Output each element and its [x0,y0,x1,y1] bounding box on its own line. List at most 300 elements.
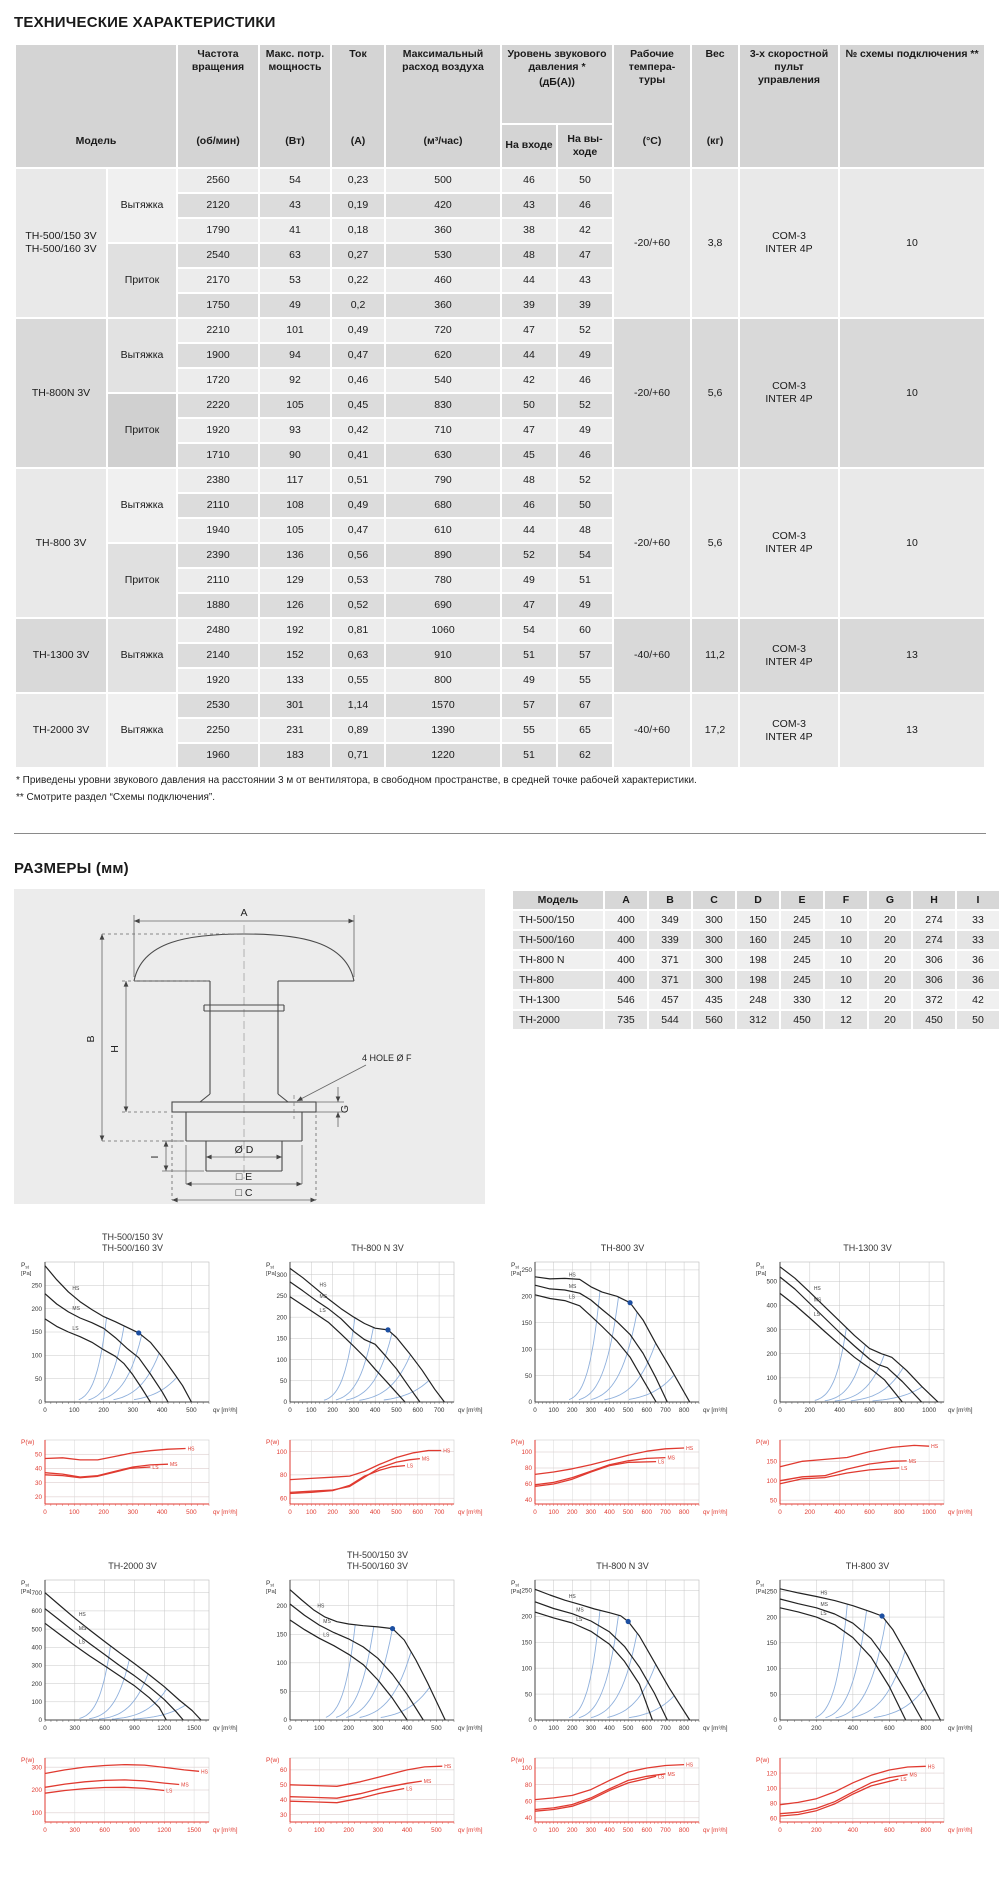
dim-cell: 330 [781,991,823,1009]
svg-text:400: 400 [604,1827,615,1834]
svg-text:[Pa]: [Pa] [266,1271,277,1277]
column-header: Вес (кг) [692,45,738,167]
value-cell: 1920 [178,669,258,692]
svg-text:LS: LS [72,1326,79,1332]
svg-text:200: 200 [766,1350,777,1358]
value-cell: 610 [386,519,500,542]
mode-cell: Вытяжка [108,169,176,242]
model-cell: TH-1300 3V [16,619,106,692]
value-cell: 1960 [178,744,258,767]
svg-text:600: 600 [641,1725,653,1732]
value-cell: 49 [502,669,556,692]
temp-cell: -20/+60 [614,319,690,467]
svg-text:250: 250 [521,1267,532,1275]
weight-cell: 3,8 [692,169,738,317]
svg-text:0: 0 [533,1725,537,1732]
svg-text:200: 200 [98,1407,109,1414]
dim-header: D [737,891,779,909]
scheme-cell: 10 [840,169,984,317]
svg-text:0: 0 [778,1827,782,1834]
value-cell: 101 [260,319,330,342]
value-cell: 1750 [178,294,258,317]
dim-cell: TH-500/150 [513,911,603,929]
chart-title: TH-1300 3V [843,1243,892,1254]
value-cell: 43 [502,194,556,217]
value-cell: 55 [502,719,556,742]
scheme-cell: 10 [840,469,984,617]
svg-text:P(w): P(w) [511,1439,525,1446]
svg-text:HS: HS [443,1448,451,1455]
svg-text:HS: HS [820,1590,828,1597]
table-row [16,394,984,417]
dim-label-g: G [339,1104,351,1114]
dim-cell: 371 [649,971,691,989]
dim-cell: 349 [649,911,691,929]
value-cell: 0,89 [332,719,384,742]
dim-cell: 198 [737,951,779,969]
dim-cell: 274 [913,911,955,929]
value-cell: 540 [386,369,500,392]
value-cell: 680 [386,494,500,517]
dim-row [513,931,999,949]
dim-cell: 372 [913,991,955,1009]
dim-header: F [825,891,867,909]
value-cell: 49 [558,344,612,367]
value-cell: 1220 [386,744,500,767]
svg-text:HS: HS [78,1612,86,1619]
value-cell: 301 [260,694,330,717]
svg-text:300: 300 [372,1827,384,1834]
value-cell: 0,71 [332,744,384,767]
svg-text:600: 600 [641,1407,653,1414]
svg-text:P(w): P(w) [511,1757,525,1764]
dim-cell: 339 [649,931,691,949]
value-cell: 129 [260,569,330,592]
dim-cell: 20 [869,951,911,969]
value-cell: 47 [558,244,612,267]
svg-text:LS: LS [820,1611,827,1618]
svg-text:MS: MS [908,1458,917,1465]
dim-header: H [913,891,955,909]
value-cell: 2380 [178,469,258,492]
svg-text:600: 600 [641,1509,653,1516]
svg-text:200: 200 [567,1407,578,1414]
svg-text:100: 100 [276,1356,287,1364]
value-cell: 52 [558,319,612,342]
svg-text:0: 0 [43,1725,47,1732]
svg-text:qv [m³/h]: qv [m³/h] [948,1509,973,1516]
svg-text:700: 700 [660,1509,671,1516]
value-cell: 49 [502,569,556,592]
svg-text:800: 800 [920,1725,932,1732]
svg-text:100: 100 [521,1665,532,1673]
value-cell: 44 [502,344,556,367]
svg-text:150: 150 [31,1329,42,1337]
value-cell: 48 [502,244,556,267]
svg-text:qv [m³/h]: qv [m³/h] [703,1827,728,1834]
value-cell: 53 [260,269,330,292]
value-cell: 46 [502,169,556,192]
dim-cell: 36 [957,951,999,969]
svg-text:700: 700 [433,1407,445,1414]
svg-text:0: 0 [283,1399,287,1407]
svg-text:HS: HS [568,1272,576,1279]
svg-text:400: 400 [604,1725,615,1732]
svg-text:800: 800 [678,1725,690,1732]
dim-cell: 300 [693,951,735,969]
svg-text:300: 300 [127,1407,139,1414]
value-cell: 48 [502,469,556,492]
svg-text:600: 600 [412,1407,424,1414]
dim-header: B [649,891,691,909]
svg-text:200: 200 [521,1293,532,1301]
svg-text:qv [m³/h]: qv [m³/h] [458,1827,483,1834]
svg-text:400: 400 [369,1509,381,1516]
svg-text:150: 150 [521,1639,532,1647]
svg-text:500: 500 [391,1407,402,1414]
svg-text:0: 0 [38,1399,42,1407]
svg-text:LS: LS [900,1777,907,1784]
value-cell: 2110 [178,569,258,592]
svg-text:800: 800 [678,1509,690,1516]
svg-text:60: 60 [279,1495,287,1503]
dim-cell: 300 [693,971,735,989]
svg-text:qv [m³/h]: qv [m³/h] [213,1827,238,1834]
svg-text:50: 50 [279,1377,287,1385]
value-cell: 0,53 [332,569,384,592]
chart-canvas [749,1254,986,1522]
fan-curve-chart [259,1546,496,1840]
value-cell: 39 [502,294,556,317]
dim-cell: 400 [605,931,647,949]
value-cell: 93 [260,419,330,442]
svg-text:500: 500 [186,1407,197,1414]
svg-text:400: 400 [156,1509,168,1516]
svg-text:Pst: $P_{st}$ [756,1580,764,1588]
svg-text:[Pa]: [Pa] [756,1271,767,1277]
svg-text:150: 150 [521,1319,532,1327]
svg-text:50: 50 [769,1691,777,1699]
value-cell: 2540 [178,244,258,267]
dim-cell: 10 [825,951,867,969]
svg-text:qv [m³/h]: qv [m³/h] [948,1407,973,1414]
mode-cell: Приток [108,394,176,467]
svg-text:800: 800 [894,1407,905,1414]
value-cell: 44 [502,269,556,292]
value-cell: 46 [558,369,612,392]
svg-text:100: 100 [548,1407,559,1414]
mode-cell: Приток [108,244,176,317]
fan-curve-chart [14,1546,251,1840]
svg-text:HS: HS [686,1762,694,1769]
svg-text:[Pa]: [Pa] [21,1271,32,1277]
svg-text:400: 400 [604,1509,615,1516]
dim-label-a: A [240,907,248,919]
dim-label-i: I [149,1155,161,1159]
svg-text:qv [m³/h]: qv [m³/h] [703,1725,728,1732]
dim-cell: TH-1300 [513,991,603,1009]
value-cell: 43 [558,269,612,292]
svg-text:Pst: $P_{st}$ [511,1262,519,1270]
dim-header: I [957,891,999,909]
svg-text:HS: HS [444,1764,452,1771]
svg-text:100: 100 [548,1725,559,1732]
svg-text:1200: 1200 [157,1827,172,1834]
value-cell: 1790 [178,219,258,242]
value-cell: 126 [260,594,330,617]
value-cell: 47 [502,419,556,442]
chart-title: TH-800 N 3V [596,1561,649,1572]
svg-text:250: 250 [276,1293,287,1301]
weight-cell: 11,2 [692,619,738,692]
svg-text:LS: LS [406,1786,413,1793]
dim-cell: 300 [693,931,735,949]
value-cell: 2530 [178,694,258,717]
svg-text:200: 200 [31,1305,42,1313]
value-cell: 133 [260,669,330,692]
charts-row-2 [14,1546,986,1840]
model-cell: TH-800N 3V [16,319,106,467]
value-cell: 530 [386,244,500,267]
value-cell: 49 [260,294,330,317]
fan-curve-chart [749,1546,986,1840]
dim-cell: 245 [781,971,823,989]
dims-table-container [511,889,1000,1031]
dim-cell: 12 [825,991,867,1009]
svg-text:300: 300 [585,1509,597,1516]
svg-text:300: 300 [127,1509,139,1516]
svg-text:400: 400 [847,1725,859,1732]
value-cell: 360 [386,294,500,317]
svg-text:0: 0 [773,1399,777,1407]
fan-curve-chart [749,1228,986,1522]
svg-text:100: 100 [31,1810,42,1818]
table-row [16,469,984,492]
svg-text:700: 700 [660,1725,671,1732]
dim-cell: 160 [737,931,779,949]
chart-title: TH-500/150 3V TH-500/160 3V [101,1232,164,1254]
svg-text:200: 200 [327,1509,338,1516]
dim-cell: 450 [781,1011,823,1029]
svg-text:150: 150 [276,1335,287,1343]
svg-text:MS: MS [78,1626,87,1633]
value-cell: 0,42 [332,419,384,442]
svg-text:600: 600 [99,1725,110,1732]
dim-row [513,991,999,1009]
svg-text:0: 0 [533,1509,537,1516]
value-cell: 0,46 [332,369,384,392]
svg-text:40: 40 [34,1465,42,1473]
svg-text:30: 30 [279,1811,287,1819]
value-cell: 50 [558,169,612,192]
value-cell: 0,56 [332,544,384,567]
chart-canvas [504,1254,741,1522]
value-cell: 52 [558,394,612,417]
model-cell: TH-800 3V [16,469,106,617]
svg-text:300: 300 [348,1407,360,1414]
dim-row [513,971,999,989]
svg-text:LS: LS [152,1465,159,1472]
temp-cell: -40/+60 [614,619,690,692]
svg-text:100: 100 [69,1407,80,1414]
dim-row [513,1011,999,1029]
column-header: Частота вращения (об/мин) [178,45,258,167]
svg-text:qv [m³/h]: qv [m³/h] [948,1827,973,1834]
column-header: Максимальный расход воздуха (м³/час) [386,45,500,167]
svg-text:LS: LS [166,1788,173,1795]
svg-text:200: 200 [567,1827,578,1834]
svg-text:400: 400 [834,1407,845,1414]
svg-text:500: 500 [622,1827,634,1834]
svg-text:20: 20 [34,1494,42,1502]
svg-text:500: 500 [31,1626,42,1634]
mode-cell: Вытяжка [108,469,176,542]
svg-text:LS: LS [813,1312,820,1318]
svg-text:HS: HS [931,1444,939,1451]
dim-cell: 50 [957,1011,999,1029]
svg-text:100: 100 [276,1660,287,1668]
svg-text:LS: LS [323,1632,330,1639]
value-cell: 46 [558,444,612,467]
svg-text:600: 600 [31,1608,42,1616]
section-title-dims: РАЗМЕРЫ (мм) [14,860,129,877]
value-cell: 52 [502,544,556,567]
value-cell: 51 [502,744,556,767]
model-cell: TH-500/150 3V TH-500/160 3V [16,169,106,317]
dim-cell: 33 [957,911,999,929]
svg-text:300: 300 [276,1271,287,1279]
column-header: Ток (А) [332,45,384,167]
table-row [16,244,984,267]
value-cell: 136 [260,544,330,567]
svg-text:P(w): P(w) [266,1757,280,1764]
svg-text:60: 60 [279,1767,287,1775]
dim-cell: 10 [825,931,867,949]
value-cell: 67 [558,694,612,717]
svg-text:400: 400 [834,1509,845,1516]
svg-text:400: 400 [847,1827,859,1834]
dim-label-b: B [85,1035,97,1043]
svg-text:30: 30 [34,1479,42,1487]
value-cell: 49 [558,594,612,617]
dim-cell: 12 [825,1011,867,1029]
svg-text:800: 800 [920,1827,932,1834]
svg-text:600: 600 [884,1725,895,1732]
dim-label-h: H [109,1045,121,1053]
table-row [16,544,984,567]
value-cell: 117 [260,469,330,492]
svg-text:HS: HS [317,1603,325,1610]
dim-cell: 245 [781,911,823,929]
svg-text:[Pa]: [Pa] [511,1271,522,1277]
svg-text:MS: MS [820,1601,828,1608]
svg-text:0: 0 [528,1399,532,1407]
svg-text:1500: 1500 [187,1725,202,1732]
value-cell: 54 [558,544,612,567]
chart-title: TH-800 3V [845,1561,890,1572]
value-cell: 0,18 [332,219,384,242]
svg-text:600: 600 [412,1509,424,1516]
section-title-specs: ТЕХНИЧЕСКИЕ ХАРАКТЕРИСТИКИ [14,14,276,31]
svg-text:50: 50 [279,1781,287,1789]
value-cell: 108 [260,494,330,517]
chart-title: TH-2000 3V [108,1561,157,1572]
svg-text:Pst: $P_{st}$ [266,1580,274,1588]
svg-text:HS: HS [686,1446,694,1452]
table-row [16,169,984,192]
value-cell: 0,19 [332,194,384,217]
svg-text:50: 50 [34,1375,42,1383]
holes-label: 4 HOLE Ø F [362,1053,412,1063]
svg-text:MS: MS [319,1294,328,1301]
value-cell: 2250 [178,719,258,742]
svg-text:800: 800 [678,1407,690,1414]
svg-text:MS: MS [813,1297,822,1304]
value-cell: 0,45 [332,394,384,417]
value-cell: 1060 [386,619,500,642]
value-cell: 47 [502,319,556,342]
svg-text:0: 0 [528,1717,532,1725]
svg-text:[Pa]: [Pa] [756,1589,767,1595]
svg-text:200: 200 [521,1613,532,1621]
svg-text:100: 100 [69,1509,80,1516]
value-cell: 790 [386,469,500,492]
svg-text:0: 0 [288,1509,292,1516]
svg-text:1200: 1200 [157,1725,172,1732]
temp-cell: -20/+60 [614,469,690,617]
svg-text:0: 0 [43,1827,47,1834]
fan-dimensions-drawing [14,889,485,1204]
value-cell: 52 [558,469,612,492]
control-cell: COM-3 INTER 4P [740,694,838,767]
control-cell: COM-3 INTER 4P [740,619,838,692]
dim-cell: 400 [605,951,647,969]
value-cell: 2120 [178,194,258,217]
svg-text:300: 300 [69,1725,81,1732]
svg-text:1000: 1000 [922,1407,937,1414]
value-cell: 690 [386,594,500,617]
svg-text:500: 500 [186,1509,197,1516]
value-cell: 2560 [178,169,258,192]
dim-cell: 306 [913,951,955,969]
svg-text:500: 500 [622,1407,634,1414]
value-cell: 890 [386,544,500,567]
fan-curve-chart [504,1228,741,1522]
dim-row [513,951,999,969]
mode-cell: Приток [108,544,176,617]
svg-text:200: 200 [98,1509,109,1516]
control-cell: COM-3 INTER 4P [740,319,838,467]
svg-text:600: 600 [864,1509,875,1516]
svg-text:[Pa]: [Pa] [266,1589,277,1595]
svg-text:80: 80 [769,1800,777,1808]
value-cell: 47 [502,594,556,617]
svg-text:400: 400 [604,1407,615,1414]
value-cell: 49 [558,419,612,442]
svg-text:LS: LS [901,1465,908,1472]
svg-text:Pst: $P_{st}$ [756,1262,764,1270]
svg-text:40: 40 [524,1815,532,1823]
svg-text:0: 0 [288,1725,292,1732]
dim-label-d: Ø D [234,1144,254,1156]
svg-text:P(w): P(w) [21,1439,35,1446]
svg-text:100: 100 [521,1765,532,1773]
value-cell: 44 [502,519,556,542]
dim-cell: 20 [869,991,911,1009]
value-cell: 460 [386,269,500,292]
dim-cell: 10 [825,971,867,989]
svg-text:MS: MS [667,1455,675,1462]
